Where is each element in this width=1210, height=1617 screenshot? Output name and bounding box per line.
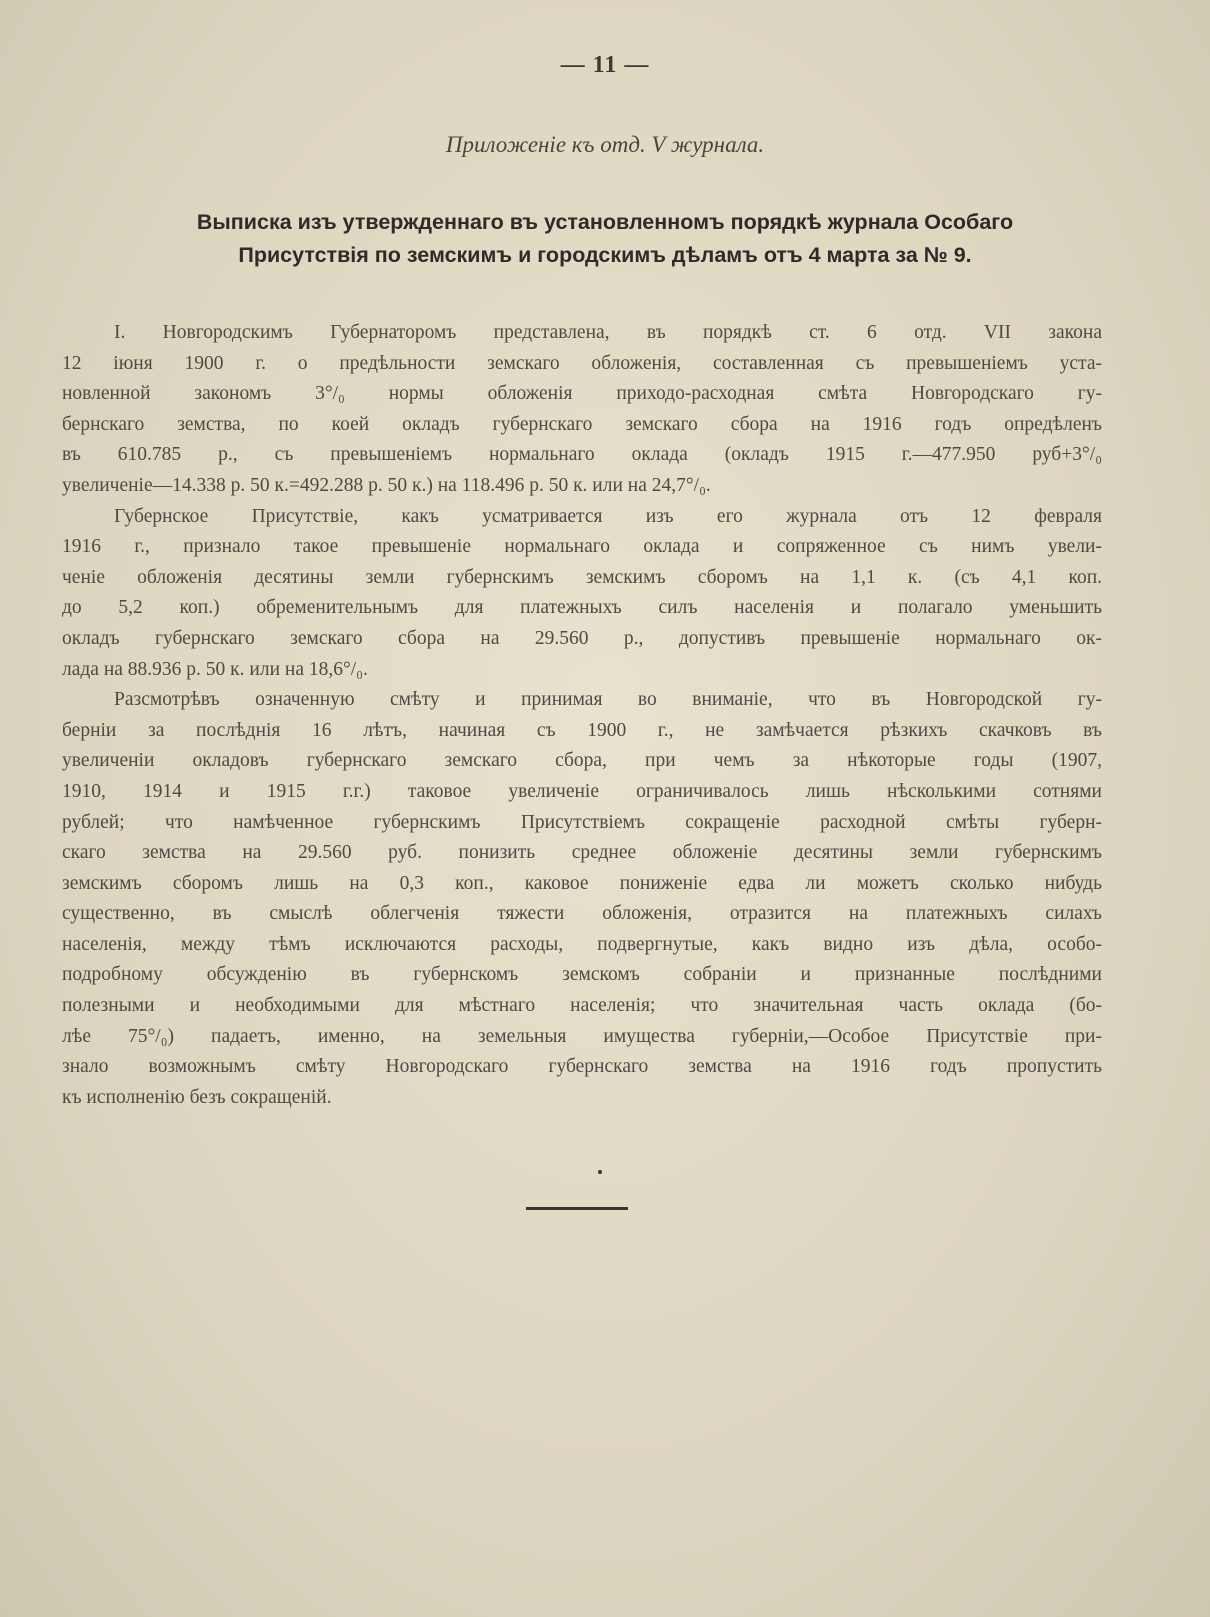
document-heading <box>60 206 1150 272</box>
paragraph-line: до 5,2 коп.) обременительнымъ для платежныхъ силъ населенія и полагало уменьшить <box>62 597 1102 619</box>
paragraph-line: въ 610.785 р., съ превышеніемъ нормальнаго оклада (окладъ 1915 г.—477.950 руб+3°/₀ <box>62 444 1102 466</box>
paragraph-line: увеличеніе—14.338 р. 50 к.=492.288 р. 50 к.) на 118.496 р. 50 к. или на 24,7°/₀. <box>62 474 711 496</box>
paragraph-line: лада на 88.936 р. 50 к. или на 18,6°/₀. <box>62 658 368 680</box>
appendix-title: Приложеніе къ отд. V журнала. <box>445 132 765 157</box>
paragraph-line: 12 іюня 1900 г. о предѣльности земскаго обложенія, составленная съ превышеніемъ уста- <box>62 352 1102 374</box>
paragraph-line: ченіе обложенія десятины земли губернскимъ земскимъ сборомъ на 1,1 к. (съ 4,1 коп. <box>62 566 1102 588</box>
paragraph-line: увеличеніи окладовъ губернскаго земскаго сбора, при чемъ за нѣкоторые годы (1907, <box>62 750 1102 772</box>
heading-line-2: Присутствія по земскимъ и городскимъ дѣламъ отъ 4 марта за № 9. <box>238 243 972 267</box>
paragraph-line: скаго земства на 29.560 руб. понизить среднее обложеніе десятины земли губернскимъ <box>62 842 1102 864</box>
paragraph-line: населенія, между тѣмъ исключаются расходы, подвергнутые, какъ видно изъ дѣла, особо- <box>62 933 1102 955</box>
paragraph-line: I. Новгородскимъ Губернаторомъ представлена, въ порядкѣ ст. 6 отд. VII закона <box>114 322 1102 343</box>
paragraph-line: къ исполненію безъ сокращеній. <box>62 1086 332 1108</box>
paragraph-line: бернскаго земства, по коей окладъ губернскаго земскаго сбора на 1916 годъ опредѣленъ <box>62 413 1102 435</box>
paragraph-line: новленной закономъ 3°/₀ нормы обложенія приходо-расходная смѣта Новгородскаго гу- <box>62 383 1102 405</box>
paragraph-line: земскимъ сборомъ лишь на 0,3 коп., каковое пониженіе едва ли можетъ сколько нибудь <box>62 872 1102 894</box>
paragraph-line: знало возможнымъ смѣту Новгородскаго губернскаго земства на 1916 годъ пропустить <box>62 1056 1102 1078</box>
paragraph-line: окладъ губернскаго земскаго сбора на 29.560 р., допустивъ превышеніе нормальнаго ок- <box>62 627 1102 649</box>
paragraph-line: берніи за послѣднія 16 лѣтъ, начиная съ 1900 г., не замѣчается рѣзкихъ скачковъ въ <box>62 719 1102 741</box>
heading-line-1: Выписка изъ утвержденнаго въ установленномъ порядкѣ журнала Особаго <box>196 210 1014 234</box>
paragraph-line: полезными и необходимыми для мѣстнаго населенія; что значительная часть оклада (бо- <box>62 995 1102 1017</box>
paragraph-line: существенно, въ смыслѣ облегченія тяжести обложенія, отразится на платежныхъ силахъ <box>62 903 1102 925</box>
paragraph-line: Разсмотрѣвъ означенную смѣту и принимая во вниманіе, что въ Новгородской гу- <box>114 689 1102 711</box>
paragraph-line: лѣе 75°/₀) падаетъ, именно, на земельныя имущества губерніи,—Особое Присутствіе при- <box>62 1025 1102 1047</box>
paragraph-line: Губернское Присутствіе, какъ усматривается изъ его журнала отъ 12 февраля <box>114 505 1102 527</box>
paragraph-line: 1916 г., признало такое превышеніе нормальнаго оклада и сопряженное съ нимъ увели- <box>62 536 1102 558</box>
paragraph-line: рублей; что намѣченное губернскимъ Присутствіемъ сокращеніе расходной смѣты губерн- <box>62 811 1102 833</box>
page-number: — 11 — <box>560 52 650 78</box>
body-text <box>62 318 1102 1113</box>
paragraph-line: 1910, 1914 и 1915 г.г.) таковое увеличеніе ограничивалось лишь нѣсколькими сотнями <box>62 780 1102 802</box>
decorative-dot <box>598 1170 602 1174</box>
paragraph-line: подробному обсужденію въ губернскомъ земскомъ собраніи и признанные послѣдними <box>62 964 1102 986</box>
closing-rule <box>526 1207 628 1210</box>
